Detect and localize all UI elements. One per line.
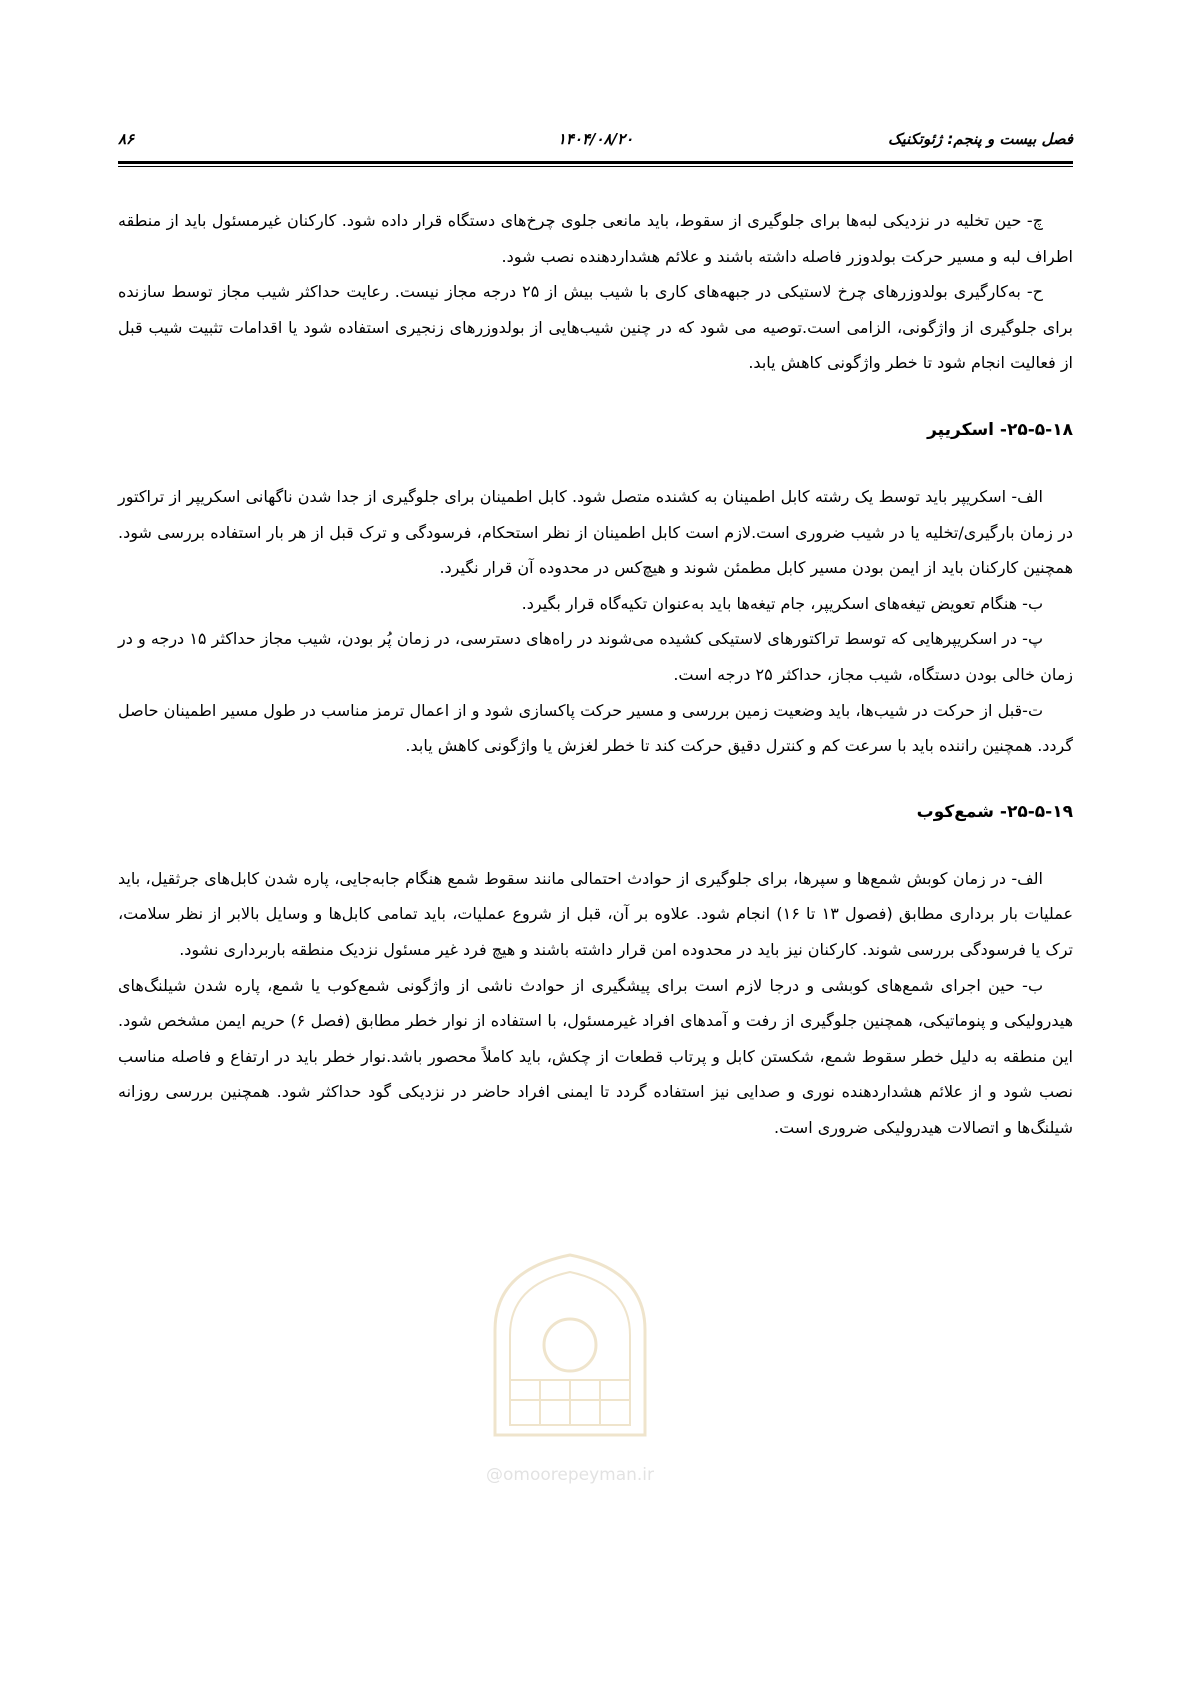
watermark-text: @omoorepeyman.ir: [485, 1465, 655, 1485]
paragraph-scraper-be: ب- هنگام تعویض تیغه‌های اسکریپر، جام تیغه‌ها باید به‌عنوان تکیه‌گاه قرار بگیرد.: [521, 593, 1043, 613]
section-heading-scraper: ۲۵-۵-۱۸- اسکریپر: [927, 419, 1073, 440]
paragraph-che: چ- حین تخلیه در نزدیکی لبه‌ها برای جلوگیری از سقوط، باید مانعی جلوی چرخ‌های دستگاه قرار داده شود. کارکنان غیرمسئول باید از منطقه اطراف لبه و مسیر حرکت بولدوزر فاصله داشته باشند و علائم هشداردهنده نصب شود.: [118, 211, 1073, 266]
paragraph-pile-be: ب- حین اجرای شمع‌های کوبشی و درجا لازم است برای پیشگیری از حوادث ناشی از واژگونی شمع‌کوب یا شمع، پاره شدن شیلنگ‌های هیدرولیکی و پنوماتیکی، همچنین جلوگیری از رفت و آمدهای افراد غیرمسئول، با استفاده از نوار خطر مطابق (فصل ۶) حریم ایمن مشخص شود. این منطقه به دلیل خطر سقوط شمع، شکستن کابل و پرتاب قطعات از چکش، باید کاملاً محصور باشد.نوار خطر باید در ارتفاع و فاصله مناسب نصب شود و از علائم هشداردهنده نوری و صدایی نیز استفاده گردد تا ایمنی افراد حاضر در نزدیکی گود حداکثر شود. همچنین بررسی روزانه شیلنگ‌ها و اتصالات هیدرولیکی ضروری است.: [118, 975, 1074, 1137]
paragraph-pile-alef: الف- در زمان کوبش شمع‌ها و سپرها، برای جلوگیری از حوادث احتمالی مانند سقوط شمع هنگام جابه‌جایی، پاره شدن کابل‌های جرثقیل، باید عملیات بار برداری مطابق (فصول ۱۳ تا ۱۶) انجام شود. علاوه بر آن، قبل از شروع عملیات، باید تمامی کابل‌ها و وسایل بالابر از نظر سلامت، ترک یا فرسودگی بررسی شوند. کارکنان نیز باید در محدوده امن قرار داشته باشند و هیچ فرد غیر مسئول نزدیک منطقه باربرداری نشود.: [118, 868, 1074, 959]
header-date: ۱۴۰۴/۰۸/۲۰: [557, 130, 634, 148]
paragraph-scraper-te: ت-قبل از حرکت در شیب‌ها، باید وضعیت زمین بررسی و مسیر حرکت پاکسازی شود و از اعمال ترمز مناسب در طول مسیر اطمینان حاصل گردد. همچنین راننده باید با سرعت کم و کنترل دقیق حرکت کند تا خطر لغزش یا واژگونی کاهش یابد.: [118, 700, 1073, 756]
page-header: [118, 130, 1073, 160]
watermark-seal: [455, 1230, 685, 1510]
header-rule-thick: [118, 161, 1073, 164]
header-rule-thin: [118, 166, 1073, 167]
document-body: [118, 203, 1073, 1145]
page-number: ۸۶: [118, 130, 135, 148]
paragraph-scraper-pe: پ- در اسکریپرهایی که توسط تراکتورهای لاستیکی کشیده می‌شوند در راه‌های دسترسی، در زمان پُر بودن، شیب مجاز حداکثر ۱۵ درجه و در زمان خالی بودن دستگاه، شیب مجاز، حداکثر ۲۵ درجه است.: [118, 629, 1073, 684]
chapter-title: فصل بیست و پنجم: ژئوتکنیک: [888, 130, 1073, 148]
section-heading-pile-driver: ۲۵-۵-۱۹- شمع‌کوب: [916, 801, 1073, 822]
paragraph-scraper-alef: الف- اسکریپر باید توسط یک رشته کابل اطمینان به کشنده متصل شود. کابل اطمینان برای جلوگیری از جدا شدن ناگهانی اسکریپر از تراکتور در زمان بارگیری/تخلیه یا در شیب ضروری است.لازم است کابل اطمینان از نظر استحکام، فرسودگی و ترک قبل از هر بار استفاده بررسی شود. همچنین کارکنان باید از ایمن بودن مسیر کابل مطمئن شوند و هیچ‌کس در محدوده آن قرار نگیرد.: [118, 486, 1073, 578]
paragraph-he: ح- به‌کارگیری بولدوزرهای چرخ لاستیکی در جبهه‌های کاری با شیب بیش از ۲۵ درجه مجاز نیست. رعایت حداکثر شیب مجاز توسط سازنده برای جلوگیری از واژگونی، الزامی است.توصیه می شود که در چنین شیب‌هایی از بولدوزرهای زنجیری استفاده شود یا اقدامات تثبیت شیب قبل از فعالیت انجام شود تا خطر واژگونی کاهش یابد.: [118, 282, 1073, 373]
